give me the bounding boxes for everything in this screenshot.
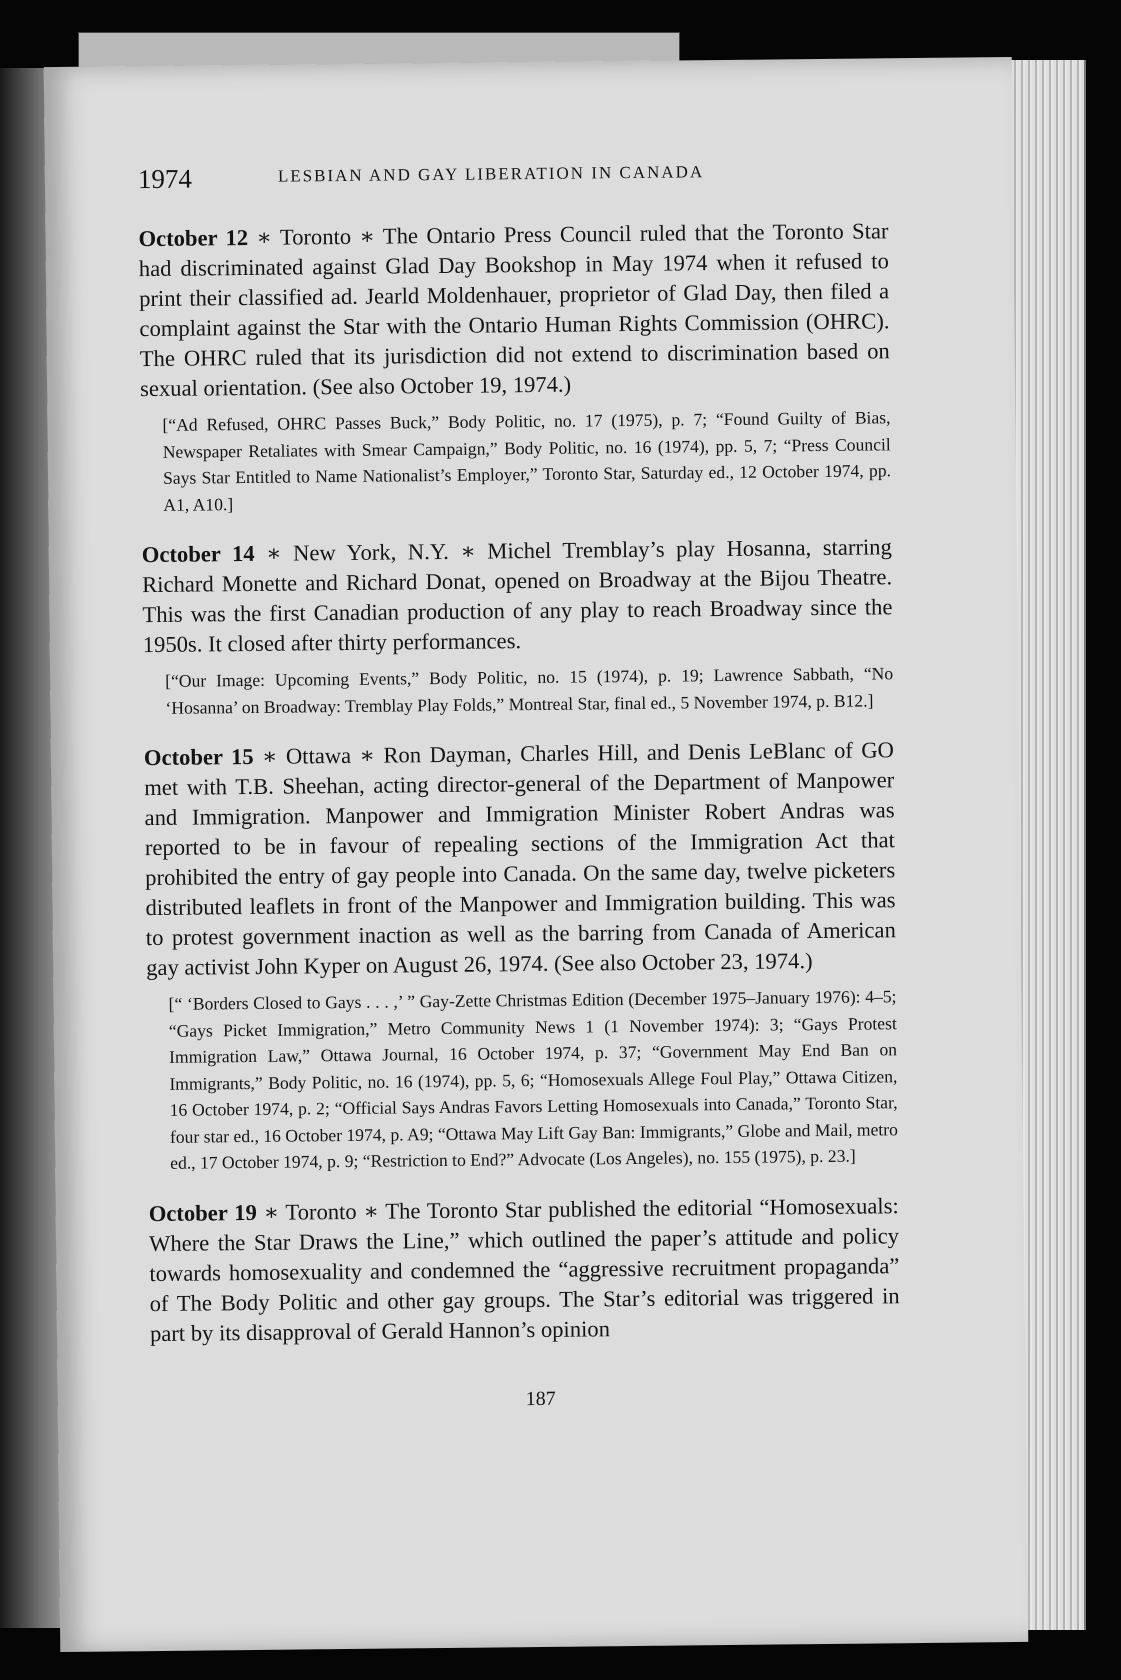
entry-citation: [“Our Image: Upcoming Events,” Body Politic, no. 15 (1974), p. 19; Lawrence Sabbath, “No ‘Hosanna’ on Broadway: Tremblay Play Folds,” Montreal Star, final ed., 5 November 1974, p. B12.] (165, 663, 894, 718)
entry-october-15 (144, 735, 896, 983)
running-head-year: 1974 (137, 163, 193, 195)
entry-text: ∗ Toronto ∗ The Ontario Press Council ruled that the Toronto Star had discriminated against Glad Day Bookshop in May 1974 when it refused to print their classified ad. Jearld Moldenhauer, proprietor of Glad Day, then filed a complaint against the Star with the Ontario Human Rights Commission (OHRC). The OHRC ruled that its jurisdiction did not extend to discrimination based on sexual orientation. (See also October 19, 1974.) (138, 218, 890, 402)
book-page (44, 57, 1029, 1652)
entry-october-12 (138, 216, 890, 404)
entry-citation: [“Ad Refused, OHRC Passes Buck,” Body Politic, no. 17 (1975), p. 7; “Found Guilty of Bias, Newspaper Retaliates with Smear Campaign,” Body Politic, no. 16 (1974), pp. 5, 7; “Press Council Says Star Entitled to Name Nationalist’s Employer,” Toronto Star, Saturday ed., 12 October 1974, pp. A1, A10.] (162, 407, 892, 515)
entry-october-14 (142, 532, 893, 660)
entry-citation: [“ ‘Borders Closed to Gays . . . ,’ ” Gay-Zette Christmas Edition (December 1975–January 1976): 4–5; “Gays Picket Immigration,” Metro Community News 1 (1 November 1974): 3; “Gays Protest Immigration Law,” Ottawa Journal, 16 October 1974, p. 37; “Government May End Ban on Immigrants,” Body Politic, no. 16 (1974), pp. 5, 6; “Homosexuals Allege Foul Play,” Ottawa Citizen, 16 October 1974, p. 2; “Official Says Andras Favors Letting Homosexuals into Canada,” Toronto Star, four star ed., 16 October 1974, p. A9; “Ottawa May Lift Gay Ban: Immigrants,” Globe and Mail, metro ed., 17 October 1974, p. 9; “Restriction to End?” Advocate (Los Angeles), no. 155 (1975), p. 23.] (168, 986, 898, 1173)
entry-date: October 12 (138, 224, 249, 252)
entry-date: October 15 (143, 743, 254, 771)
entry-text: ∗ Ottawa ∗ Ron Dayman, Charles Hill, and Denis LeBlanc of GO met with T.B. Sheehan, acting director-general of the Department of Manpower and Immigration. Manpower and Immigration Minister Robert Andras was reported to be in favour of repealing sections of the Immigration Act that prohibited the entry of gay people into Canada. On the same day, twelve picketers distributed leaflets in front of the Manpower and Immigration building. This was to protest government inaction as well as the barring from Canada of American gay activist John Kyper on August 26, 1974. (See also October 23, 1974.) (144, 737, 896, 981)
entry-date: October 14 (141, 540, 255, 568)
running-head-title: LESBIAN AND GAY LIBERATION IN CANADA (277, 162, 705, 186)
page-content (137, 156, 900, 1410)
entry-text: ∗ Toronto ∗ The Toronto Star published the editorial “Homosexuals: Where the Star Draws the Line,” which outlined the paper’s attitude and policy towards homosexuality and condemned the “aggressive recruitment propaganda” of The Body Politic and other gay groups. The Star’s editorial was triggered in part by its disapproval of Gerald Hannon’s opinion (148, 1192, 900, 1346)
entry-october-19 (149, 1191, 901, 1349)
page-number: 187 (525, 1387, 556, 1410)
running-head (138, 156, 889, 224)
entry-date: October 19 (148, 1199, 257, 1226)
entry-text: ∗ New York, N.Y. ∗ Michel Tremblay’s play Hosanna, starring Richard Monette and Richard Donat, opened on Broadway at the Bijou Theatre. This was the first Canadian production of any play to reach Broadway since the 1950s. It closed after thirty performances. (142, 534, 893, 658)
